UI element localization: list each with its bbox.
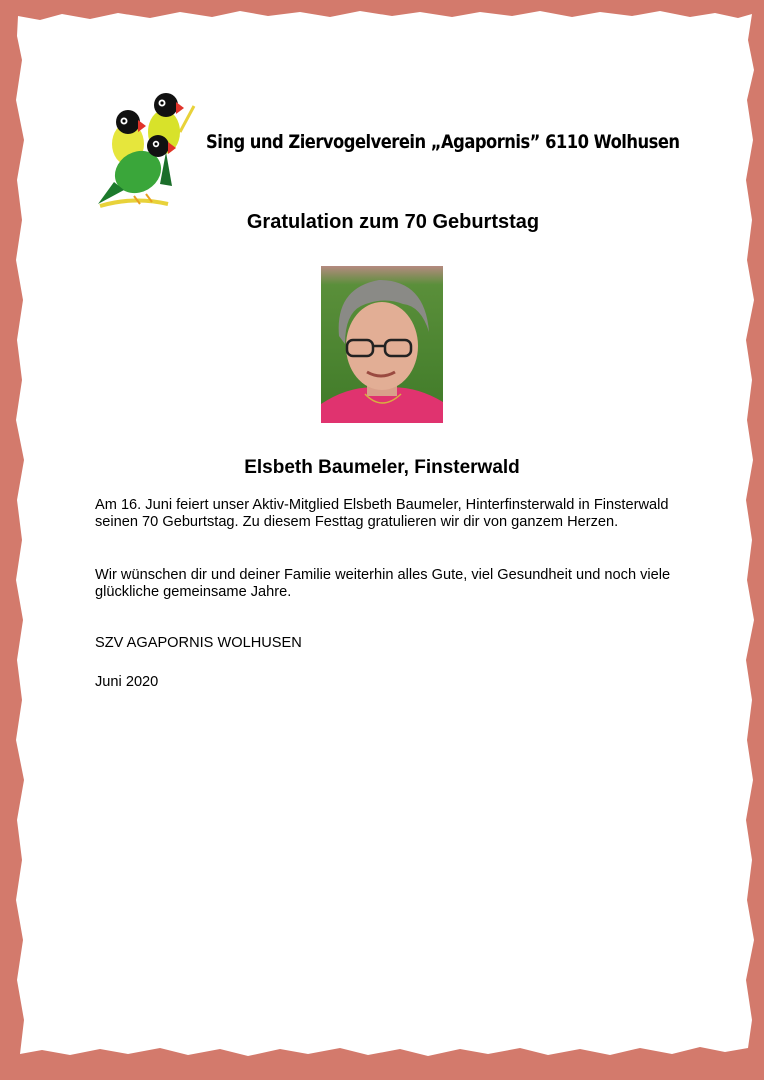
person-name: Elsbeth Baumeler, Finsterwald bbox=[244, 457, 520, 478]
page-title: Gratulation zum 70 Geburtstag bbox=[246, 211, 540, 233]
signature: SZV AGAPORNIS WOLHUSEN bbox=[95, 635, 302, 651]
congratulation-paragraph: Am 16. Juni feiert unser Aktiv-Mitglied Elsbeth Baumeler, Hinterfinsterwald in Finsterwald seinen 70 Geburtstag. Zu diesem Festtag gratulieren wir dir von ganzem Herzen. bbox=[95, 497, 669, 530]
wishes-paragraph: Wir wünschen dir und deiner Familie weiterhin alles Gute, viel Gesundheit und noch viele glückliche gemeinsame Jahre. bbox=[95, 567, 671, 600]
lovebirds-logo-icon bbox=[94, 92, 198, 214]
date: Juni 2020 bbox=[95, 674, 159, 690]
portrait-photo bbox=[321, 266, 443, 423]
club-name: Sing und Ziervogelverein „Agapornis” 6110 Wolhusen bbox=[206, 131, 680, 153]
